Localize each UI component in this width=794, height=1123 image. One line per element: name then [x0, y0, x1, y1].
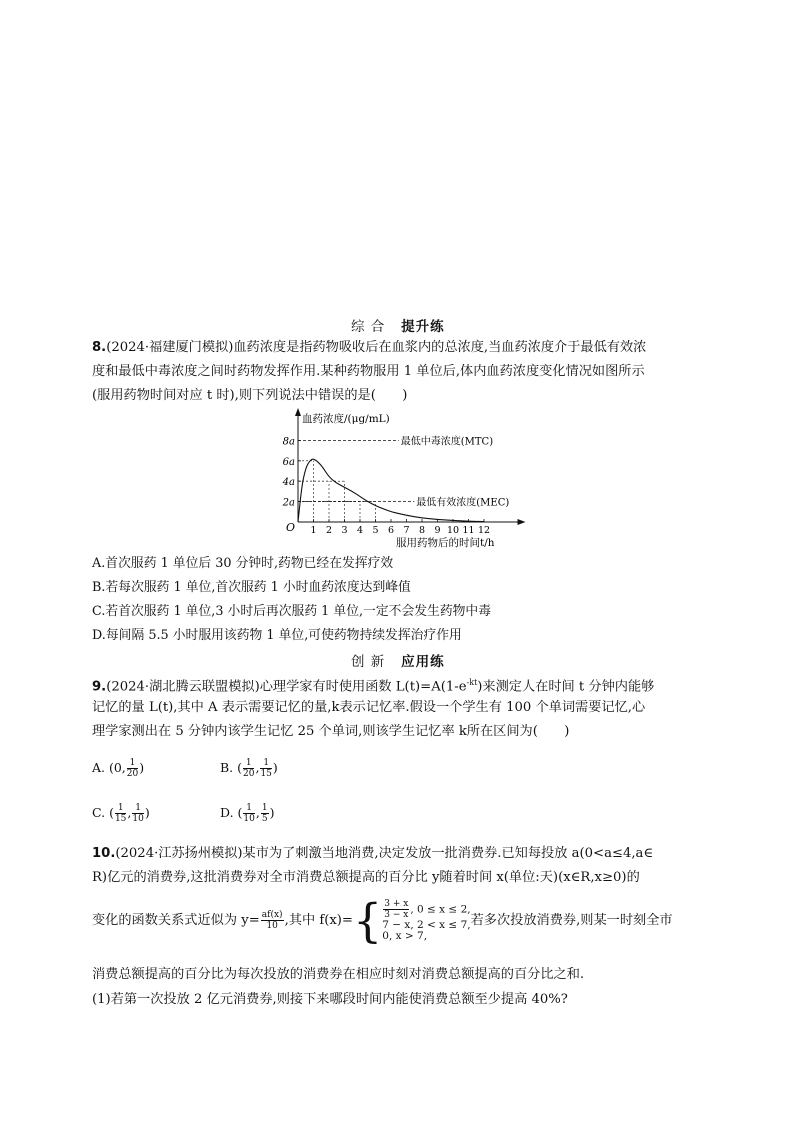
option-suffix: ) — [139, 760, 145, 775]
q9-number: 9. — [92, 679, 107, 695]
denominator: 15 — [114, 814, 127, 824]
q9-line-3: 理学家测出在 5 分钟内该学生记忆 25 个单词,则该学生记忆率 k所在区间为( ) — [92, 724, 570, 739]
case-2: 7 − x, 2 < x ≤ 7, — [382, 919, 471, 931]
option-suffix: ) — [272, 760, 278, 775]
x-tick-label: 3 — [341, 525, 348, 536]
section-subtitle: 应用练 — [401, 654, 445, 670]
numerator: 1 — [132, 803, 143, 814]
fraction — [243, 758, 254, 779]
q8-option-c: C.若首次服药 1 单位,3 小时后再次服药 1 单位,一定不会发生药物中毒 — [92, 604, 492, 619]
fraction — [261, 910, 284, 931]
mec-label: 最低有效浓度(MEC) — [416, 497, 510, 509]
denominator: 15 — [260, 769, 272, 779]
x-tick-label: 1 — [310, 525, 317, 536]
piecewise-cases — [382, 899, 470, 942]
numerator: af(x) — [261, 910, 283, 920]
q8-text-1: (2024·福建厦门模拟)血药浓度是指药物吸收后在血浆内的总浓度,当血药浓度介于最低有效浓 — [106, 340, 647, 355]
q10-line-4: 消费总额提高的百分比为每次投放的消费券在相应时刻对消费总额提高的百分比之和. — [92, 967, 585, 982]
denominator: 10 — [266, 921, 278, 931]
denominator: 5 — [261, 814, 268, 824]
x-tick-label: 7 — [403, 525, 410, 536]
q9-line-2: 记忆的量 L(t),其中 A 表示需要记忆的量,k表示记忆率.假设一个学生有 100 个单词需要记忆,心 — [92, 700, 646, 715]
q8-line-1 — [92, 338, 646, 358]
section-label: 创 新 — [351, 654, 386, 670]
q10-text-3a: 变化的函数关系式近似为 y= — [92, 913, 260, 928]
section-heading-comprehensive — [351, 315, 445, 335]
numerator: 1 — [260, 758, 271, 769]
case-1 — [382, 899, 470, 920]
option-prefix: B. ( — [220, 760, 243, 775]
numerator: 1 — [243, 803, 254, 814]
denominator: 10 — [243, 814, 255, 824]
numerator: 1 — [243, 758, 254, 769]
fraction — [383, 899, 409, 920]
numerator: 1 — [115, 803, 126, 814]
y-tick-label: 4a — [282, 477, 295, 489]
q10-line-5: (1)若第一次投放 2 亿元消费券,则接下来哪段时间内能使消费总额至少提高 40%? — [92, 992, 568, 1007]
x-tick-label: 5 — [372, 525, 379, 536]
q9-option-d: D. ( $\frac{1}{10}$ , $\frac{1}{5}$ ) — [220, 803, 275, 824]
option-prefix: A. (0, — [92, 760, 126, 775]
q8-option-d: D.每间隔 5.5 小时服用该药物 1 单位,可使药物持续发挥治疗作用 — [92, 628, 462, 643]
section-heading-innovation — [351, 650, 445, 670]
origin-label: O — [286, 521, 296, 534]
fraction — [243, 803, 254, 824]
option-prefix: D. ( — [220, 805, 243, 820]
y-tick-label: 2a — [282, 497, 295, 509]
denominator: 20 — [243, 769, 255, 779]
y-axis-arrow — [295, 408, 301, 416]
option-suffix: ) — [144, 805, 150, 820]
case-3: 0, x > 7, — [382, 930, 428, 942]
section-label: 综 合 — [351, 319, 386, 335]
q8-option-a: A.首次服药 1 单位后 30 分钟时,药物已经在发挥疗效 — [92, 556, 394, 571]
denominator: 10 — [132, 814, 144, 824]
option-suffix: ) — [269, 805, 275, 820]
q8-option-b: B.若每次服药 1 单位,首次服药 1 小时血药浓度达到峰值 — [92, 580, 411, 595]
q10-line-2: R)亿元的消费券,这批消费券对全市消费总额提高的百分比 y随着时间 x(单位:天)(x∈R,x≥0)的 — [92, 870, 640, 885]
q8-number: 8. — [92, 340, 107, 355]
q9-text-1a: (2024·湖北腾云联盟模拟)心理学家有时使用函数 L(t)=A(1-e — [106, 679, 467, 695]
x-tick-label: 2 — [325, 525, 333, 536]
q10-line-3 — [92, 893, 673, 949]
x-axis-label: 服用药物后的时间t/h — [396, 537, 495, 549]
section-subtitle: 提升练 — [401, 319, 445, 335]
q10-text-3c: 若多次投放消费券,则某一时刻全市 — [470, 913, 673, 928]
numerator: 3 + x — [384, 899, 409, 909]
q10-number: 10. — [92, 846, 116, 861]
x-tick-label: 10 — [446, 525, 460, 536]
x-axis-arrow — [518, 519, 526, 525]
x-tick-label: 6 — [387, 525, 395, 536]
q9-option-c: C. ( $\frac{1}{15}$ , $\frac{1}{10}$ ) — [92, 803, 150, 824]
concentration-curve — [298, 459, 484, 522]
x-tick-label: 8 — [418, 525, 426, 536]
fraction — [115, 803, 126, 824]
mtc-label: 最低中毒浓度(MTC) — [400, 436, 494, 448]
fraction — [127, 758, 138, 779]
blood-concentration-chart — [270, 406, 530, 551]
q9-line-1 — [92, 673, 654, 697]
option-prefix: C. ( — [92, 805, 114, 820]
y-tick-label: 8a — [282, 436, 295, 448]
q9-option-b: B. ( $\frac{1}{20}$ , $\frac{1}{15}$ ) — [220, 758, 278, 779]
fraction — [261, 803, 269, 824]
y-axis-label: 血药浓度/(μg/mL) — [302, 413, 390, 425]
q8-line-3: (服用药物时间对应 t 时),则下列说法中错误的是( ) — [92, 388, 408, 403]
fraction — [132, 803, 143, 824]
q9-option-a — [92, 758, 144, 779]
q10-text-1: (2024·江苏扬州模拟)某市为了刺激当地消费,决定发放一批消费券.已知每投放 a(0<a≤4,a∈ — [115, 846, 654, 861]
q8-line-2: 度和最低中毒浓度之间时药物发挥作用.某种药物服用 1 单位后,体内血药浓度变化情况如图所示 — [92, 364, 645, 379]
q10-line-1 — [92, 844, 653, 864]
denominator: 3 − x — [384, 910, 409, 920]
x-tick-label: 11 — [462, 525, 475, 536]
numerator: 1 — [127, 758, 138, 769]
x-tick-label: 9 — [434, 525, 441, 536]
denominator: 20 — [126, 769, 139, 779]
piecewise-brace: { — [352, 893, 383, 948]
x-tick-label: 12 — [477, 525, 491, 536]
q10-text-3b: ,其中 f(x)= — [284, 913, 353, 928]
x-tick-label: 4 — [356, 525, 364, 536]
numerator: 1 — [261, 803, 268, 813]
condition: , 0 ≤ x ≤ 2, — [410, 903, 471, 916]
q9-exponent: -kt — [466, 678, 478, 687]
q9-text-1b: )来测定人在时间 t 分钟内能够 — [477, 679, 655, 695]
y-tick-label: 6a — [282, 456, 295, 468]
fraction — [260, 758, 271, 779]
